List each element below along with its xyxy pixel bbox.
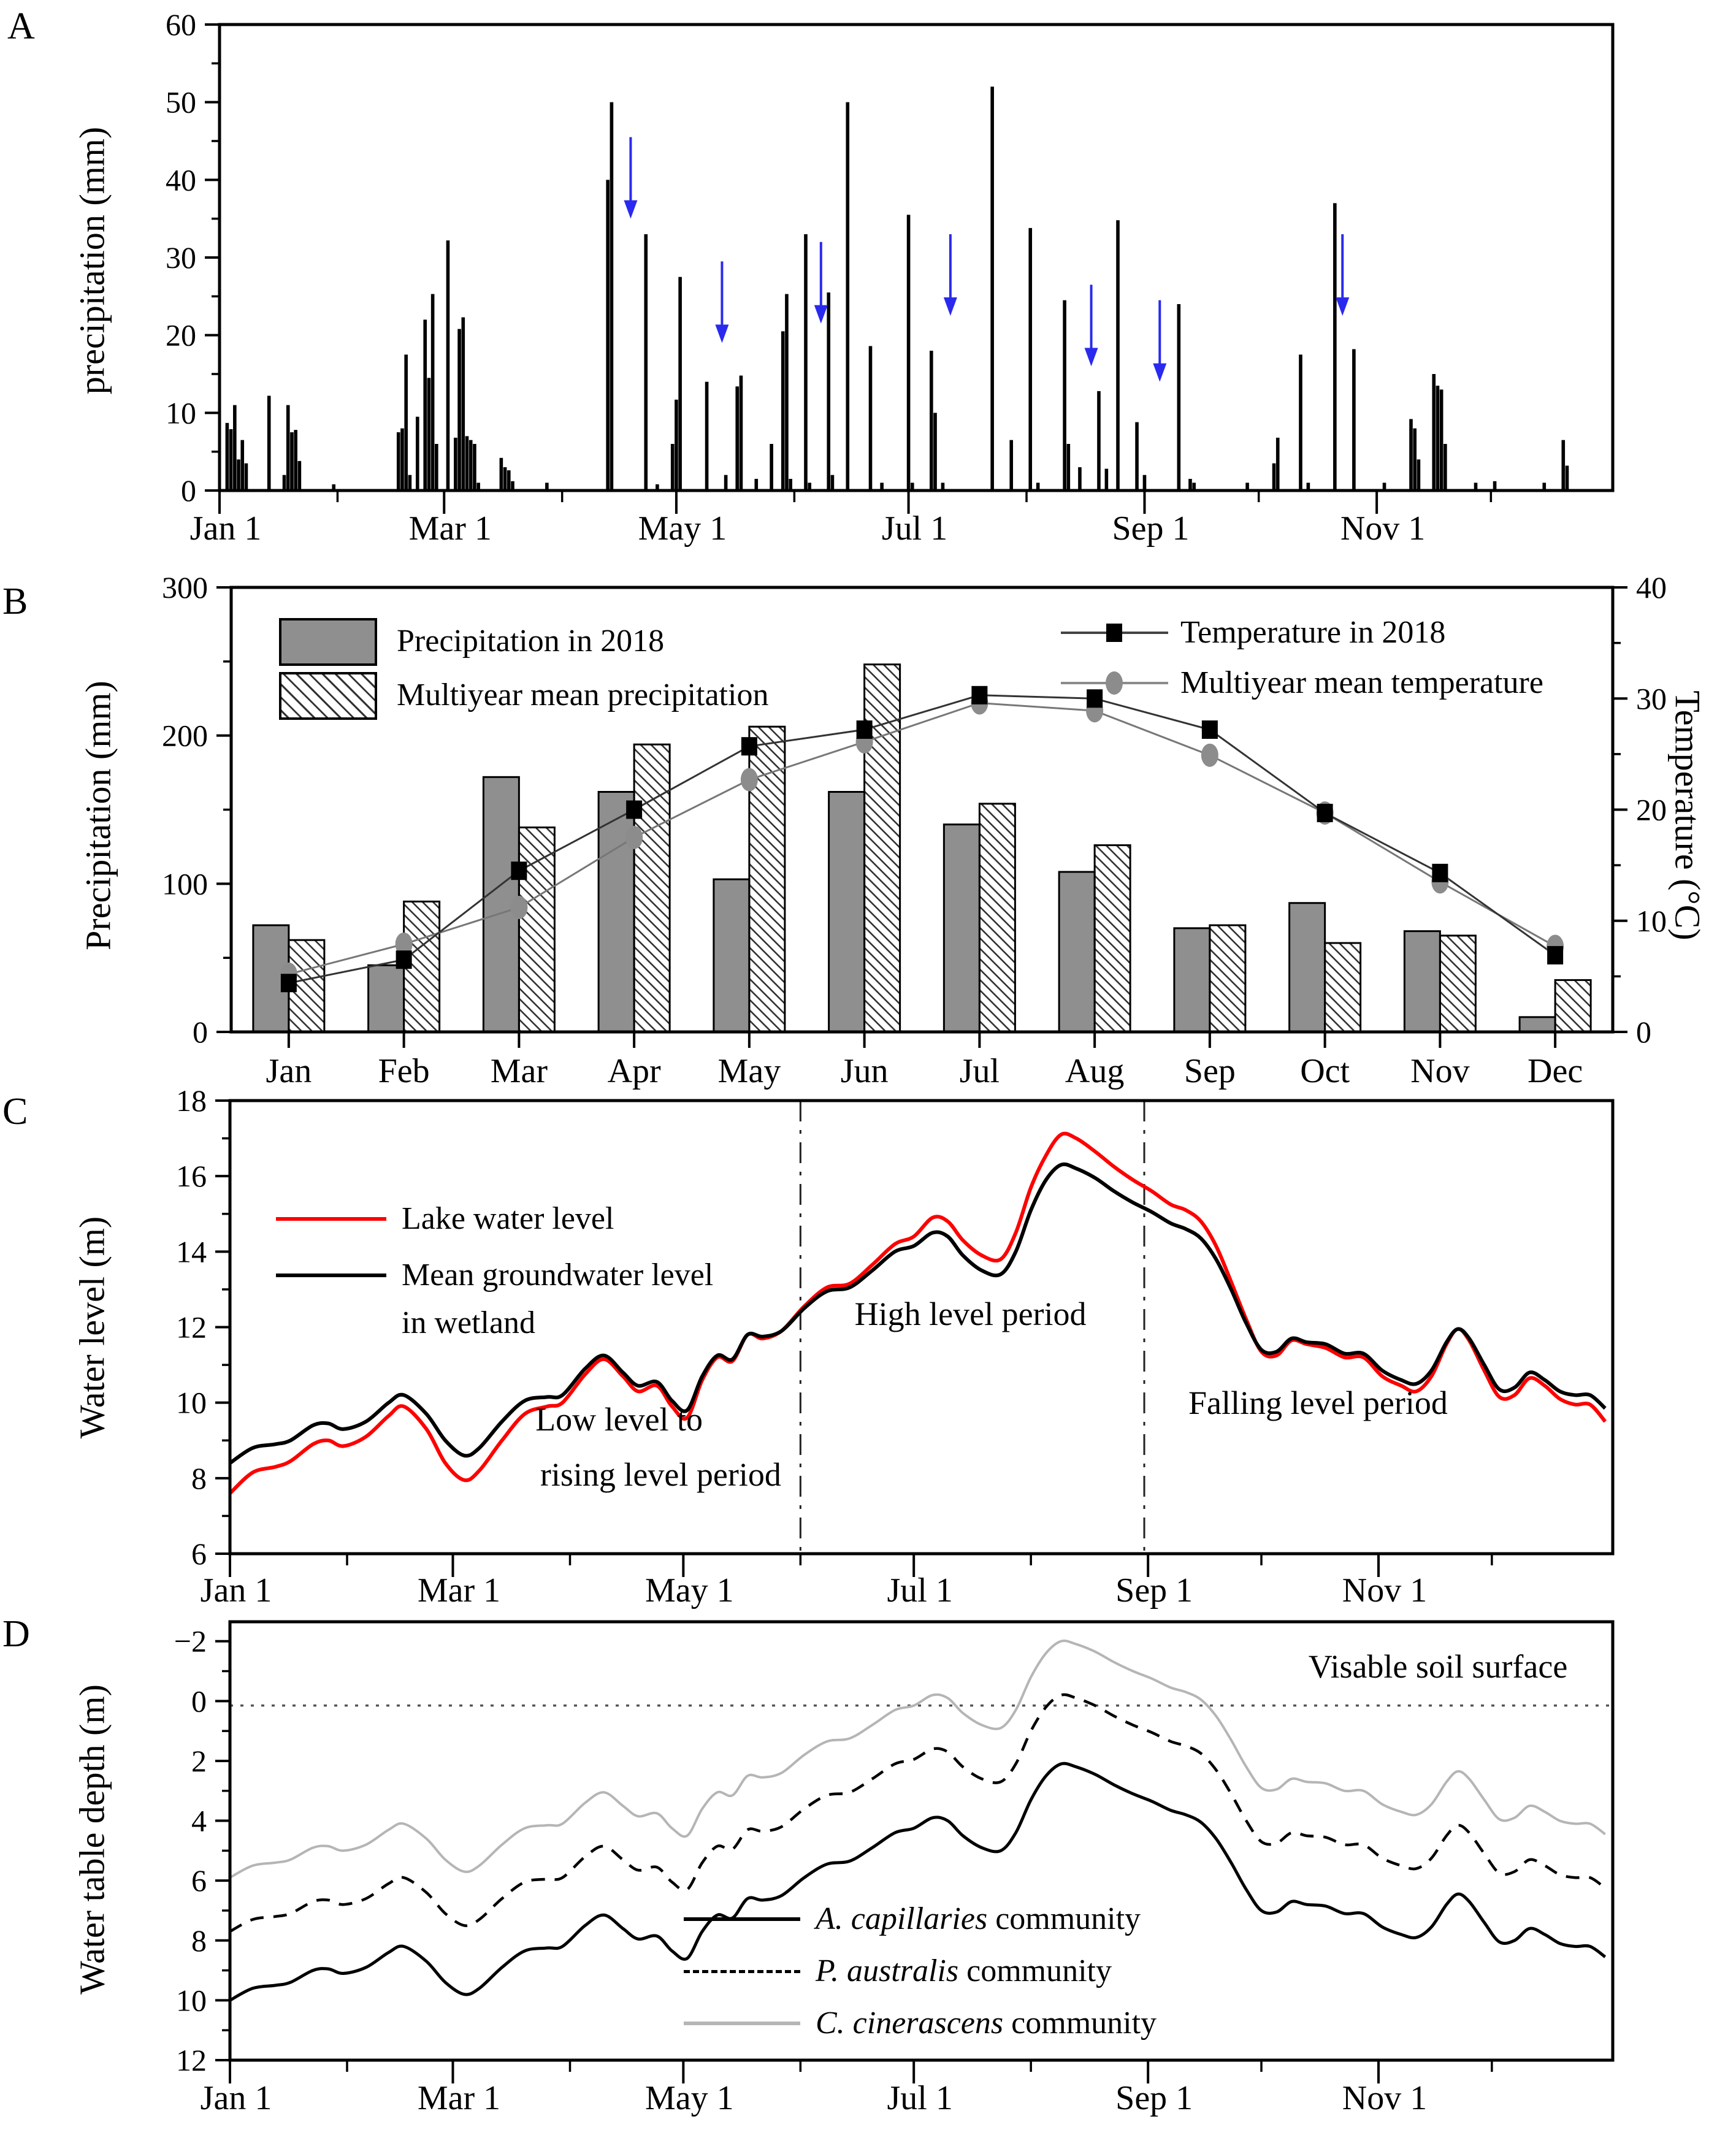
temp-mean-marker: [741, 768, 758, 792]
daily-precip-bar: [740, 376, 743, 491]
x-tick-label: May 1: [645, 1571, 734, 1610]
daily-precip-bar: [400, 429, 404, 491]
daily-precip-bar: [423, 319, 427, 491]
groundwater-label: Mean groundwater level: [402, 1258, 714, 1293]
daily-precip-bar: [1272, 464, 1276, 491]
precip-mean-label: Multiyear mean precipitation: [397, 678, 769, 712]
daily-precip-bar: [1440, 389, 1443, 491]
y-tick-label: 100: [162, 866, 208, 901]
daily-precip-bar: [237, 459, 240, 491]
daily-precip-bar: [473, 444, 476, 491]
daily-precip-bar: [606, 180, 610, 491]
daily-precip-bar: [500, 458, 503, 491]
daily-precip-bar: [1413, 429, 1417, 491]
temp-mean-marker: [1201, 744, 1218, 767]
y-tick-label: 10: [176, 1983, 207, 2018]
daily-precip-bar: [397, 432, 400, 491]
daily-precip-bar: [245, 464, 248, 491]
p-australis-rest: community: [958, 1953, 1112, 1988]
x-tick-label: Jan 1: [189, 510, 262, 548]
y-tick-label: 40: [166, 162, 196, 197]
daily-precip-bar: [1063, 300, 1066, 491]
daily-precip-bar: [1116, 220, 1120, 491]
x-tick-label: Sep 1: [1115, 2079, 1193, 2117]
daily-precip-bar: [1443, 444, 1447, 491]
c-cinerascens-label: [816, 2005, 1157, 2042]
daily-precip-bar: [1299, 354, 1302, 491]
daily-precip-bar: [1097, 391, 1101, 491]
legend-item-groundwater-line2: [402, 1305, 535, 1342]
daily-precip-bar: [404, 354, 408, 491]
y-tick-label: 20: [166, 318, 196, 353]
daily-precip-bar: [507, 470, 511, 491]
daily-precip-bar: [735, 386, 739, 491]
month-label: Sep: [1183, 1052, 1236, 1090]
daily-precip-bar: [1135, 422, 1139, 491]
c-cinerascens-rest: community: [1003, 2006, 1157, 2041]
daily-precip-bar: [1352, 349, 1356, 491]
daily-precip-bar: [427, 378, 431, 491]
event-arrow-head: [624, 200, 637, 219]
x-tick-label: Mar 1: [417, 1571, 501, 1610]
month-label: May: [717, 1052, 781, 1090]
daily-precip-bar: [827, 292, 830, 491]
temp-2018-marker: [971, 686, 987, 705]
a-capillaries-species: A. capillaries: [816, 1901, 988, 1936]
month-label: Mar: [490, 1052, 548, 1090]
temp-2018-marker: [1087, 689, 1103, 708]
daily-precip-bar: [930, 351, 933, 491]
bar-precip-2018: [944, 825, 979, 1032]
y-tick-label: 4: [191, 1803, 207, 1838]
daily-precip-bar: [461, 318, 465, 491]
temp-2018-marker: [1317, 804, 1333, 822]
p-australis-label: [816, 1953, 1112, 1990]
bar-precip-mean: [1210, 925, 1245, 1032]
annotation-falling-level: Falling level period: [1188, 1384, 1448, 1421]
x-tick-label: Nov 1: [1342, 2079, 1428, 2117]
bar-precip-2018: [829, 792, 865, 1033]
x-tick-label: May 1: [645, 2079, 734, 2117]
month-label: Nov: [1410, 1052, 1470, 1090]
event-arrow-head: [715, 324, 728, 343]
bar-precip-mean: [634, 744, 670, 1032]
daily-precip-bar: [770, 444, 773, 491]
month-label: Aug: [1065, 1052, 1125, 1090]
temp-2018-label: Temperature in 2018: [1180, 615, 1446, 650]
daily-precip-bar: [724, 475, 728, 491]
daily-precip-bar: [610, 102, 614, 491]
precip-2018-label: Precipitation in 2018: [397, 624, 665, 659]
y-tick-label: 50: [166, 85, 196, 120]
bar-precip-mean: [1095, 846, 1130, 1033]
daily-precip-bar: [1028, 228, 1032, 491]
daily-precip-bar: [1432, 374, 1436, 491]
daily-precip-bar: [469, 440, 473, 491]
daily-precip-bar: [283, 475, 286, 491]
temp-2018-marker: [511, 861, 527, 880]
daily-precip-bar: [789, 479, 792, 491]
bar-precip-mean: [865, 665, 900, 1032]
daily-precip-bar: [1143, 475, 1147, 491]
event-arrow-head: [1336, 297, 1349, 316]
daily-precip-bar: [416, 417, 419, 491]
event-arrow-head: [1153, 364, 1166, 382]
a-capillaries-line-icon: [684, 1917, 800, 1921]
y-tick-label: 12: [176, 2043, 207, 2077]
daily-precip-bar: [446, 240, 450, 491]
month-label: Apr: [607, 1052, 661, 1090]
daily-precip-bar: [933, 413, 937, 491]
daily-precip-bar: [831, 475, 835, 491]
daily-precip-bar: [846, 102, 849, 491]
daily-precip-bar: [675, 400, 678, 491]
x-tick-label: Mar 1: [417, 2079, 501, 2117]
daily-precip-bar: [454, 438, 457, 491]
annotation-soil-surface: Visable soil surface: [1308, 1648, 1568, 1685]
temp-2018-marker: [1547, 946, 1563, 964]
annotation-low-level-1: Low level to: [535, 1401, 703, 1438]
daily-precip-bar: [465, 436, 469, 491]
daily-precip-bar: [1566, 465, 1569, 491]
y-tick-label-right: 40: [1636, 570, 1667, 605]
bar-precip-mean: [979, 804, 1015, 1032]
x-tick-label: Jul 1: [887, 2079, 953, 2117]
daily-precip-bar: [267, 395, 271, 491]
daily-precip-bar: [435, 444, 438, 491]
daily-precip-bar: [705, 382, 709, 491]
y-tick-label: 6: [191, 1863, 207, 1898]
groundwater-line-icon: [276, 1273, 386, 1277]
groundwater-label-line2: in wetland: [402, 1305, 536, 1340]
y-tick-label: −2: [174, 1624, 207, 1659]
panel-a-letter: A: [7, 6, 35, 47]
daily-precip-bar: [869, 346, 873, 491]
bar-precip-2018: [1059, 872, 1095, 1032]
y-tick-label: 18: [176, 1083, 207, 1118]
daily-precip-bar: [990, 86, 994, 491]
daily-precip-bar: [1078, 467, 1082, 491]
bar-precip-2018: [1520, 1017, 1555, 1032]
daily-precip-bar: [678, 277, 682, 491]
y-tick-label: 12: [176, 1310, 207, 1345]
daily-precip-bar: [1333, 203, 1337, 491]
y-tick-label: 0: [191, 1684, 207, 1719]
daily-precip-bar: [240, 440, 244, 491]
bar-precip-2018: [1290, 903, 1325, 1032]
temp-2018-marker: [741, 737, 757, 755]
daily-precip-bar: [233, 405, 237, 491]
x-tick-label: Nov 1: [1340, 510, 1426, 548]
bar-precip-2018: [714, 879, 749, 1032]
y-tick-label: 6: [191, 1537, 207, 1571]
y-tick-label: 10: [176, 1385, 207, 1420]
p-australis-line-icon: [684, 1970, 800, 1973]
panel-b-ylabel-left: Precipitation (mm): [78, 681, 118, 950]
temp-2018-marker: [281, 974, 297, 992]
month-label: Jan: [266, 1052, 312, 1090]
temp-2018-marker-icon: [1106, 624, 1122, 642]
y-tick-label: 0: [181, 473, 196, 508]
daily-precip-bar: [1188, 479, 1192, 491]
daily-precip-bar: [644, 234, 648, 491]
a-capillaries-rest: community: [987, 1901, 1141, 1936]
daily-precip-bar: [785, 294, 789, 491]
y-tick-label: 8: [191, 1461, 207, 1495]
temp-2018-line: [289, 695, 1555, 983]
temp-mean-line: [289, 703, 1555, 974]
temp-mean-marker: [625, 826, 643, 849]
daily-precip-bar: [1067, 444, 1071, 491]
temp-mean-marker-icon: [1106, 671, 1123, 695]
event-arrow-head: [1085, 348, 1098, 366]
bar-precip-2018: [369, 965, 404, 1032]
daily-precip-bar: [1177, 304, 1181, 491]
panel-a-ylabel: precipitation (mm): [72, 126, 112, 395]
y-tick-label: 10: [166, 395, 196, 430]
daily-precip-bar: [1276, 438, 1280, 491]
temp-2018-marker: [626, 801, 642, 819]
y-tick-label: 30: [166, 240, 196, 275]
x-tick-label: Jan 1: [200, 1571, 272, 1610]
x-tick-label: Jul 1: [881, 510, 948, 548]
x-tick-label: Jul 1: [887, 1571, 953, 1610]
y-tick-label: 300: [162, 570, 208, 605]
y-tick-label-right: 30: [1636, 681, 1667, 716]
bar-precip-mean: [1440, 936, 1475, 1032]
precip-mean-swatch: [279, 672, 377, 720]
daily-precip-bar: [1009, 440, 1013, 491]
bar-precip-mean: [1555, 980, 1591, 1032]
c-cinerascens-species: C. cinerascens: [816, 2006, 1004, 2041]
x-tick-label: Sep 1: [1115, 1571, 1193, 1610]
month-label: Feb: [378, 1052, 430, 1090]
panel-d-ylabel: Water table depth (m): [72, 1684, 112, 1995]
daily-precip-bar: [431, 294, 435, 491]
panel-d-letter: D: [2, 1613, 30, 1655]
bar-precip-mean: [519, 828, 554, 1033]
x-tick-label: Nov 1: [1342, 1571, 1428, 1610]
y-tick-label-right: 0: [1636, 1015, 1651, 1049]
y-tick-label: 200: [162, 718, 208, 753]
daily-precip-bar: [671, 444, 675, 491]
x-tick-label: May 1: [638, 510, 727, 548]
lake-level-label: Lake water level: [402, 1201, 614, 1236]
daily-precip-bar: [1417, 459, 1421, 491]
daily-precip-bar: [1562, 440, 1566, 491]
a-capillaries-label: [816, 1901, 1141, 1938]
p-australis-species: P. australis: [816, 1953, 959, 1988]
y-tick-label: 8: [191, 1923, 207, 1958]
daily-precip-bar: [907, 215, 911, 491]
bar-precip-mean: [1325, 943, 1361, 1032]
month-label: Jul: [959, 1052, 1000, 1090]
lake-level-line-icon: [276, 1217, 386, 1221]
event-arrow-head: [944, 297, 957, 316]
bar-precip-2018: [598, 792, 634, 1033]
bar-precip-2018: [1174, 928, 1210, 1032]
y-tick-label: 2: [191, 1743, 207, 1778]
panel-c-letter: C: [2, 1091, 28, 1132]
daily-precip-bar: [294, 430, 297, 491]
panel-b-ylabel-right: Temperature (°C): [1667, 690, 1708, 941]
daily-precip-bar: [754, 479, 758, 491]
temp-mean-label: Multiyear mean temperature: [1180, 665, 1543, 700]
panel-d-frame: [230, 1622, 1613, 2060]
annotation-high-level: High level period: [854, 1295, 1087, 1332]
temp-2018-marker: [1432, 864, 1448, 882]
c-cinerascens-line-icon: [684, 2022, 800, 2025]
y-tick-label: 16: [176, 1159, 207, 1194]
daily-precip-bar: [286, 405, 290, 491]
y-tick-label-right: 20: [1636, 792, 1667, 827]
daily-precip-bar: [226, 423, 229, 491]
y-tick-label: 60: [166, 7, 196, 42]
x-tick-label: Sep 1: [1112, 510, 1190, 548]
daily-precip-bar: [298, 461, 302, 491]
daily-precip-bar: [503, 467, 507, 491]
temp-mean-marker: [510, 896, 527, 919]
daily-precip-bar: [290, 432, 294, 491]
month-label: Dec: [1528, 1052, 1583, 1090]
daily-precip-bar: [1436, 386, 1440, 491]
x-tick-label: Mar 1: [408, 510, 492, 548]
temp-2018-marker: [857, 720, 873, 739]
y-tick-label-right: 10: [1636, 903, 1667, 938]
daily-precip-bar: [229, 429, 233, 491]
y-tick-label: 0: [193, 1015, 208, 1049]
event-arrow-head: [814, 305, 828, 324]
bar-precip-2018: [1404, 931, 1440, 1032]
daily-precip-bar: [457, 329, 461, 491]
month-label: Jun: [840, 1052, 889, 1090]
panel-b-letter: B: [2, 581, 28, 622]
temp-2018-marker: [1202, 720, 1218, 739]
daily-precip-bar: [781, 331, 785, 491]
y-tick-label: 14: [176, 1234, 207, 1269]
daily-precip-bar: [408, 475, 412, 491]
precip-2018-swatch: [279, 618, 377, 666]
x-tick-label: Jan 1: [200, 2079, 272, 2117]
panel-c-ylabel: Water level (m): [72, 1216, 112, 1439]
daily-precip-bar: [1105, 469, 1109, 491]
p-australis-line: [230, 1695, 1605, 1931]
temp-2018-marker: [396, 950, 412, 969]
month-label: Oct: [1300, 1052, 1350, 1090]
daily-precip-bar: [804, 234, 808, 491]
daily-precip-bar: [1409, 419, 1413, 491]
annotation-low-level-2: rising level period: [540, 1456, 781, 1493]
